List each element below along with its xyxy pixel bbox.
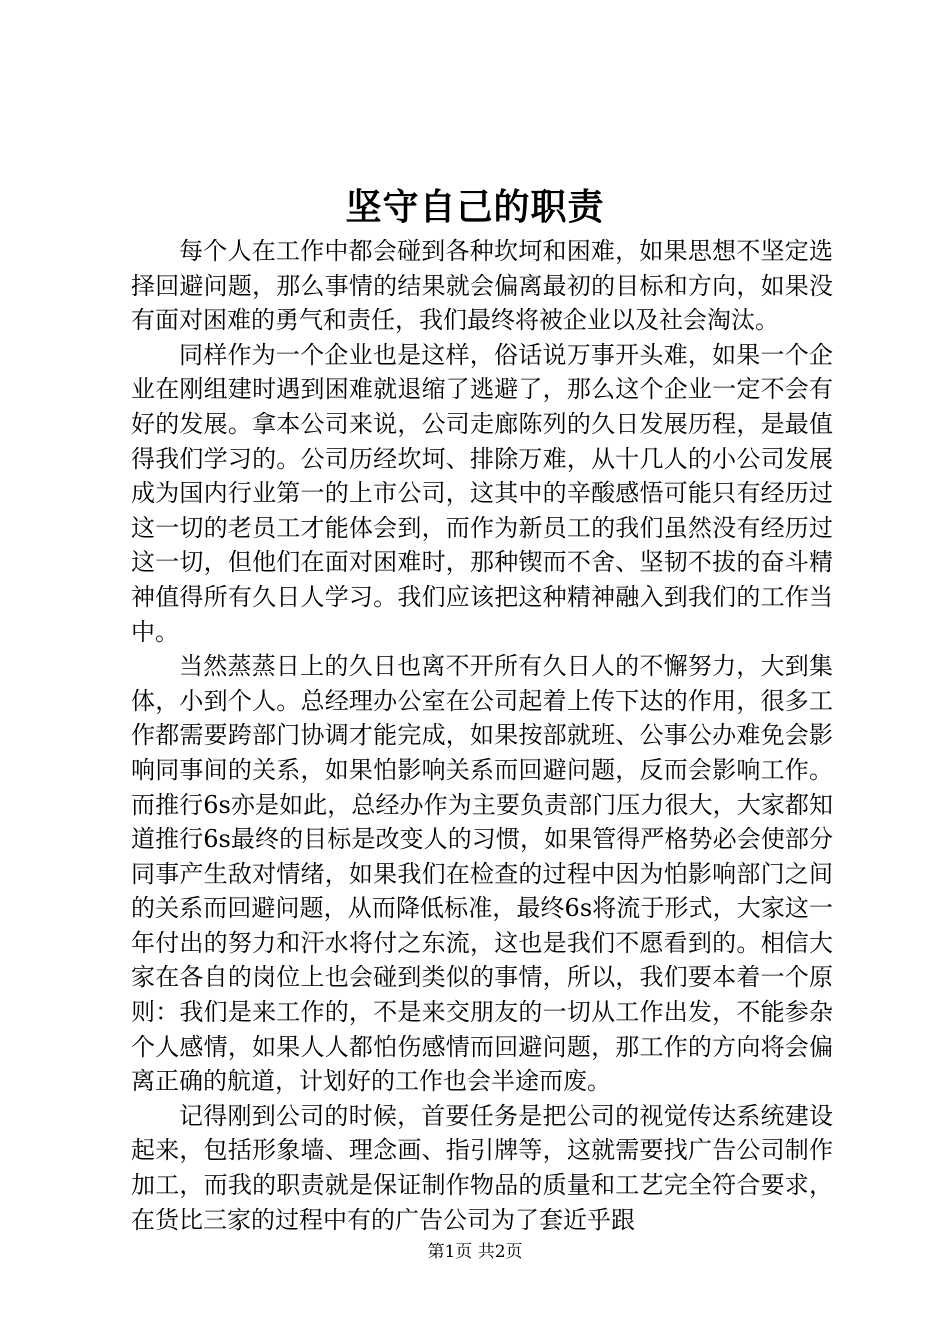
paragraph-4: 记得刚到公司的时候，首要任务是把公司的视觉传达系统建设起来，包括形象墙、理念画、指引牌等，这就需要找广告公司制作加工，而我的职责就是保证制作物品的质量和工艺完全符合要求，在货比三家的过程中有的广告公司为了套近乎跟 bbox=[131, 1101, 833, 1234]
paragraph-3: 当然蒸蒸日上的久日也离不开所有久日人的不懈努力，大到集体，小到个人。总经理办公室在公司起着上传下达的作用，很多工作都需要跨部门协调才能完成，如果按部就班、公事公办难免会影响同事间的关系，如果怕影响关系而回避问题，反而会影响工作。而推行6s亦是如此，总经办作为主要负责部门压力很大，大家都知道推行6s最终的目标是改变人的习惯，如果管得严格势必会使部分同事产生敌对情绪，如果我们在检查的过程中因为怕影响部门之间的关系而回避问题，从而降低标准，最终6s将流于形式，大家这一年付出的努力和汗水将付之东流，这也是我们不愿看到的。相信大家在各自的岗位上也会碰到类似的事情，所以，我们要本着一个原则：我们是来工作的，不是来交朋友的一切从工作出发，不能参杂个人感情，如果人人都怕伤感情而回避问题，那工作的方向将会偏离正确的航道，计划好的工作也会半途而废。 bbox=[131, 652, 833, 1096]
document-title: 坚守自己的职责 bbox=[345, 186, 605, 228]
paragraph-2: 同样作为一个企业也是这样，俗话说万事开头难，如果一个企业在刚组建时遇到困难就退缩了逃避了，那么这个企业一定不会有好的发展。拿本公司来说，公司走廊陈列的久日发展历程，是最值得我们学习的。公司历经坎坷、排除万难，从十几人的小公司发展成为国内行业第一的上市公司，这其中的辛酸感悟可能只有经历过这一切的老员工才能体会到，而作为新员工的我们虽然没有经历过这一切，但他们在面对困难时，那种锲而不舍、坚韧不拔的奋斗精神值得所有久日人学习。我们应该把这种精神融入到我们的工作当中。 bbox=[131, 340, 833, 646]
document-body bbox=[131, 234, 833, 1237]
paragraph-1: 每个人在工作中都会碰到各种坎坷和困难，如果思想不坚定选择回避问题，那么事情的结果就会偏离最初的目标和方向，如果没有面对困难的勇气和责任，我们最终将被企业以及社会淘汰。 bbox=[131, 237, 833, 335]
page-number-footer: 第1页 共2页 bbox=[427, 1242, 523, 1262]
